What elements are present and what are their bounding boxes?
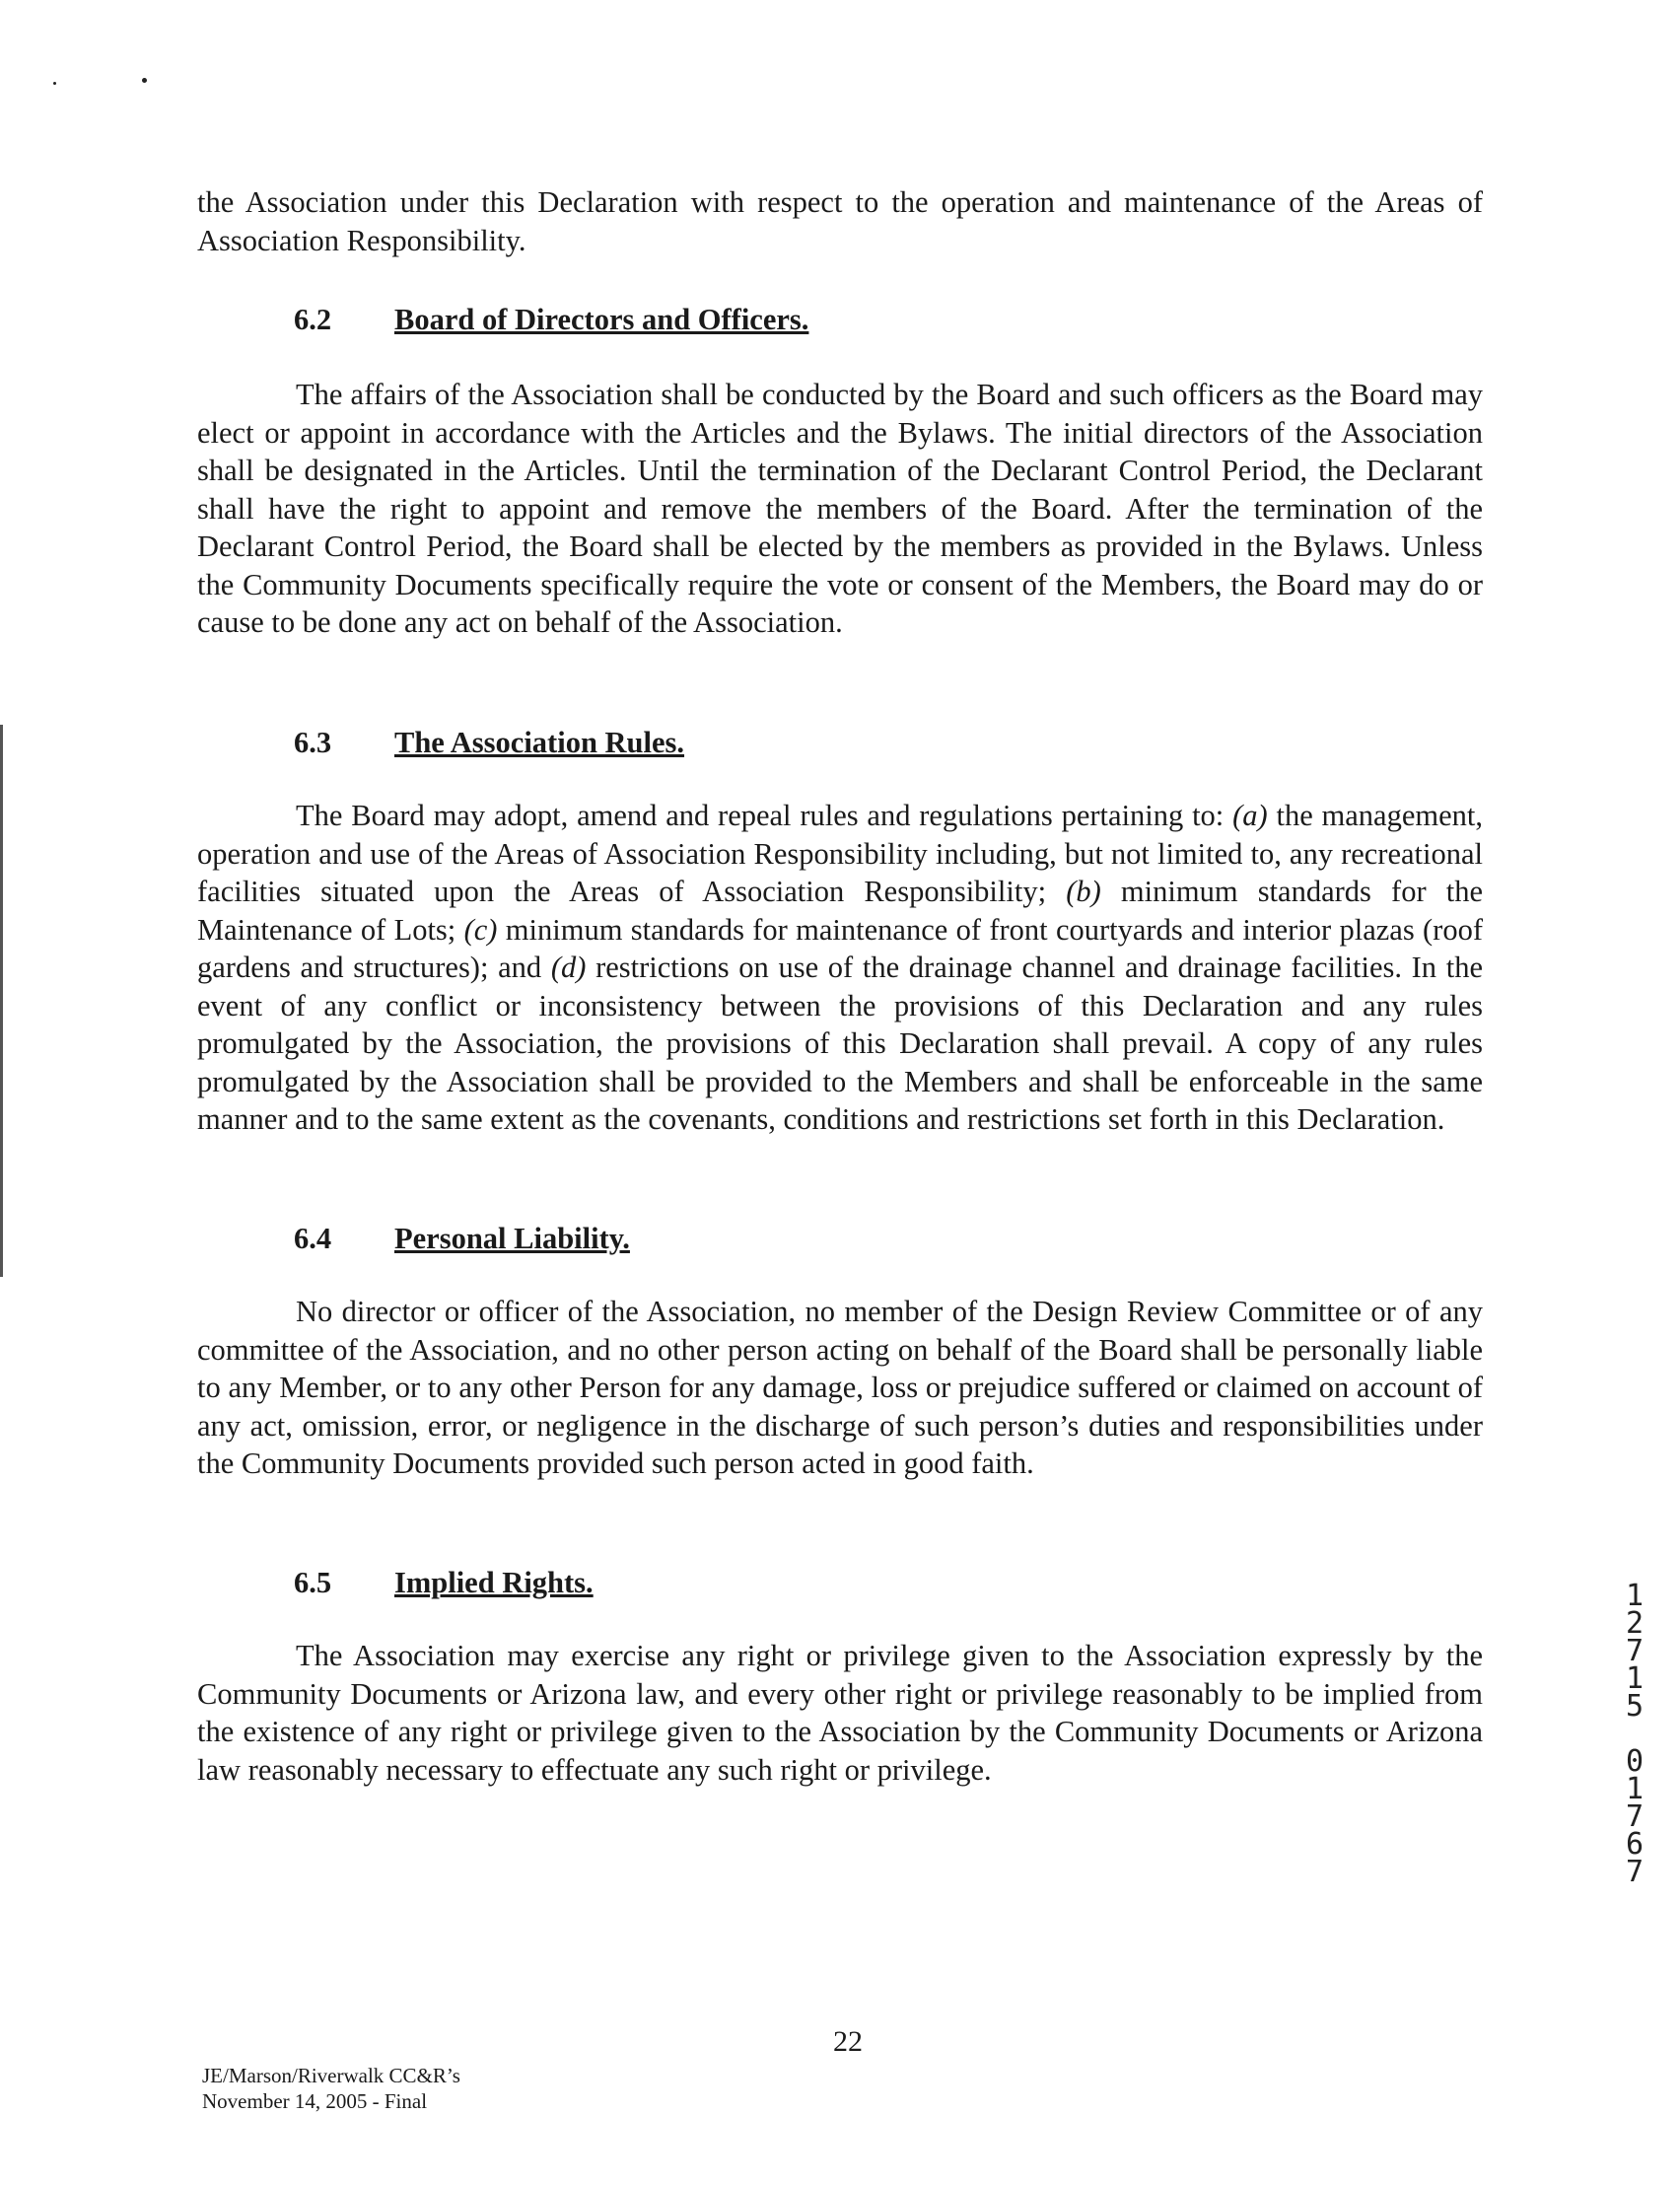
section-number: 6.3 — [294, 726, 332, 759]
stamp-digit: 1 — [1625, 1661, 1645, 1696]
list-marker-d: (d) — [550, 951, 587, 984]
stamp-digit: 0 — [1625, 1744, 1645, 1779]
stamp-digit: 5 — [1625, 1689, 1645, 1724]
recording-stamp — [1617, 1579, 1652, 1889]
scan-speck — [142, 78, 147, 83]
text-run: minimum standards for the Maintenance of Lots; — [197, 875, 1484, 947]
page-number: 22 — [833, 2025, 863, 2058]
scan-speck — [53, 82, 56, 85]
list-marker-a: (a) — [1232, 799, 1268, 832]
section-title: Board of Directors and Officers. — [394, 303, 809, 336]
scan-edge-line — [0, 725, 3, 1277]
section-body-6-3 — [197, 797, 1483, 1139]
section-title: Implied Rights. — [394, 1566, 594, 1599]
stamp-digit: 1 — [1625, 1579, 1645, 1613]
section-paragraph — [197, 797, 1483, 1139]
stamp-digit: 1 — [1625, 1772, 1645, 1806]
stamp-digit: 6 — [1625, 1827, 1645, 1862]
intro-block — [197, 183, 1483, 259]
section-paragraph: The Association may exercise any right or privilege given to the Association expressly by the Community Documents or Arizona law, and every other right or privilege reasonably to be implied from the existence of any right or privilege given to the Association by the Community Documents or Arizona law reasonably necessary to effectuate any such right or privilege. — [197, 1639, 1483, 1787]
section-paragraph: No director or officer of the Association, no member of the Design Review Committee or of any committee of the Association, and no other person acting on behalf of the Board shall be personally liable to any Member, or to any other Person for any damage, loss or prejudice suffered or claimed on account of any act, omission, error, or negligence in the discharge of such person’s duties and responsibilities under the Community Documents provided such person acted in good faith. — [197, 1295, 1483, 1480]
section-title: The Association Rules. — [394, 726, 685, 759]
footer-line-2: November 14, 2005 - Final — [202, 2089, 428, 2113]
text-run: The Board may adopt, amend and repeal rules and regulations pertaining to: — [296, 799, 1233, 832]
section-body-6-5 — [197, 1637, 1483, 1789]
intro-paragraph: the Association under this Declaration with respect to the operation and maintenance of the Areas of Association Responsibility. — [197, 185, 1483, 257]
list-marker-c: (c) — [463, 912, 498, 947]
text-run: the management, operation and use of the Areas of Association Responsibility including, but not limited to, any recreational facilities situated upon the Areas of Association Responsibility; — [197, 799, 1483, 908]
list-marker-b: (b) — [1066, 875, 1101, 908]
text-run: restrictions on use of the drainage channel and drainage facilities. In the event of any conflict or inconsistency between the provisions of this Declaration and any rules promulgated by the Association, the provisions of this Declaration shall prevail. A copy of any rules promulgated by the Association shall be provided to the Members and shall be enforceable in the same manner and to the same extent as the covenants, conditions and restrictions set forth in this Declaration. — [197, 951, 1483, 1136]
stamp-digit: 2 — [1625, 1606, 1645, 1641]
footer-line-1: JE/Marson/Riverwalk CC&R’s — [202, 2064, 460, 2087]
stamp-digit: 7 — [1625, 1634, 1645, 1668]
section-number: 6.4 — [294, 1222, 332, 1255]
section-body-6-2 — [197, 376, 1483, 642]
footer — [202, 2063, 460, 2114]
section-number: 6.2 — [294, 303, 332, 336]
section-title: Personal Liability. — [394, 1222, 630, 1255]
stamp-digit: 7 — [1625, 1855, 1645, 1889]
section-body-6-4 — [197, 1293, 1483, 1483]
stamp-digit: 7 — [1625, 1799, 1645, 1834]
section-number: 6.5 — [294, 1566, 332, 1599]
section-paragraph: The affairs of the Association shall be conducted by the Board and such officers as the Board may elect or appoint in accordance with the Articles and the Bylaws. The initial directors of the Association shall be designated in the Articles. Until the termination of the Declarant Control Period, the Declarant shall have the right to appoint and remove the members of the Board. After the termination of the Declarant Control Period, the Board shall be elected by the members as provided in the Bylaws. Unless the Community Documents specifically require the vote or consent of the Members, the Board may do or cause to be done any act on behalf of the Association. — [197, 378, 1483, 639]
text-run: minimum standards for maintenance of front courtyards and interior plazas (roof gardens and structures); and — [197, 912, 1483, 984]
